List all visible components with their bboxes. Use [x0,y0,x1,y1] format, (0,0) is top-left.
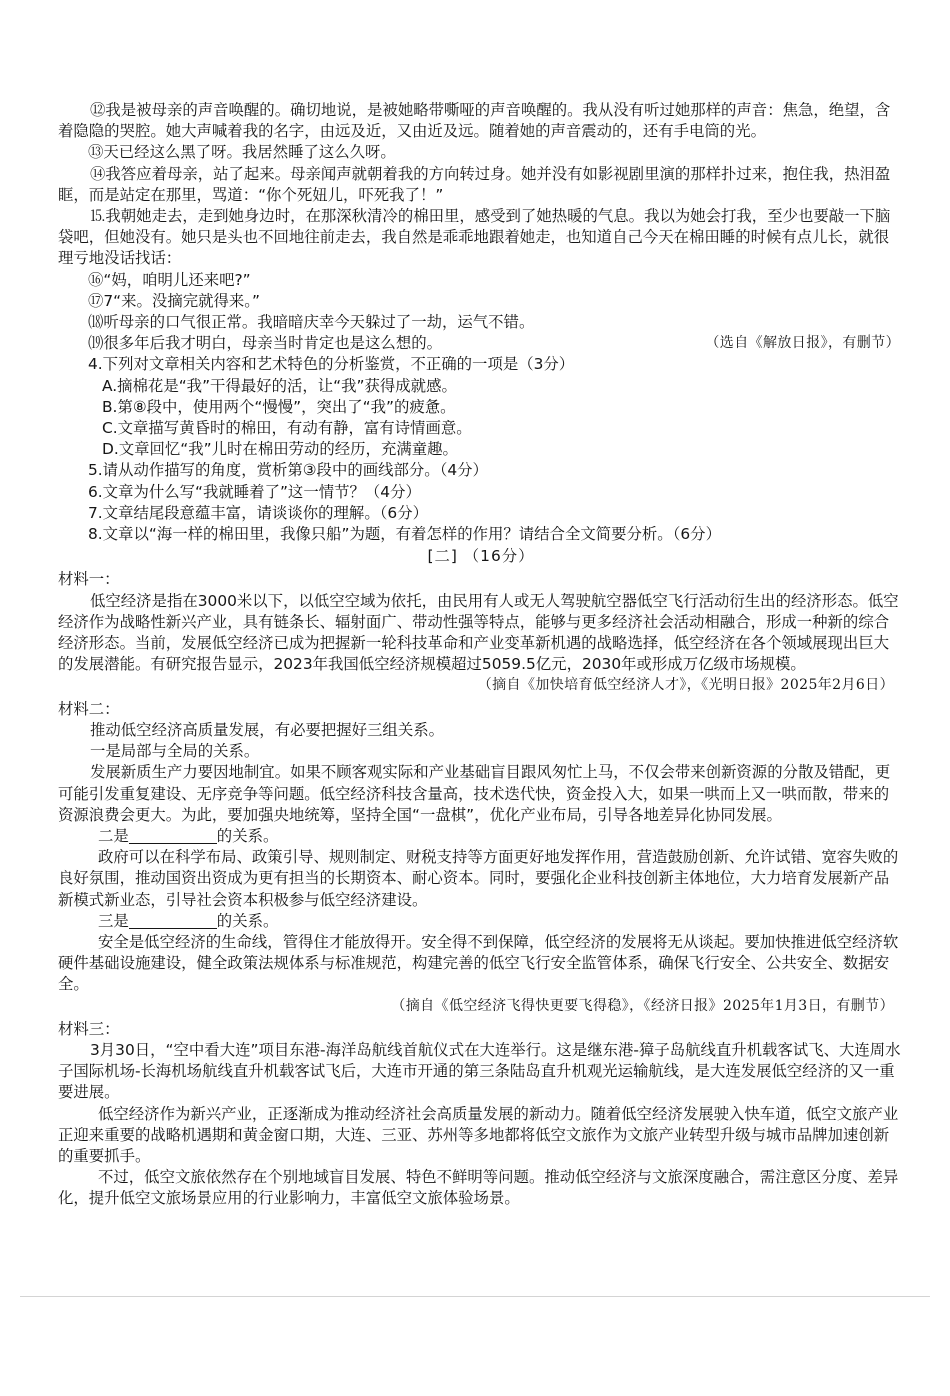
material-2-paragraph-7: 安全是低空经济的生命线，管得住才能放得开。安全得不到保障，低空经济的发展将无从谈起。要加快推进低空经济软硬件基础设施建设，健全政策法规体系与标准规范，构建完善的低空飞行安全监管体系，确保飞行安全、公共安全、数据安全。 [58,932,899,994]
story-paragraph-12: ⑫我是被母亲的声音唤醒的。确切地说，是被她略带嘶哑的声音唤醒的。我从没有听过她那样的声音：焦急，绝望，含着隐隐的哭腔。她大声喊着我的名字，由远及近，又由近及远。随着她的声音震动的，还有手电筒的光。 [58,101,891,141]
question-4-option-b: B.第⑧段中，使用两个“慢慢”，突出了“我”的疲惫。 [102,397,456,416]
material-2-paragraph-5: 政府可以在科学布局、政策引导、规则制定、财税支持等方面更好地发挥作用，营造鼓励创新、允许试错、宽容失败的良好氛围，推动国资出资成为更有担当的长期资本、耐心资本。同时，要强化企业科技创新主体地位，大力培育发展新产品新模式新业态，引导社会资本积极参与低空经济建设。 [58,848,899,909]
material-1-label: 材料一： [58,570,120,589]
material-3-paragraph-1: 3月30日，“空中看大连”项目东港-海洋岛航线首航仪式在大连举行。这是继东港-獐子岛航线直升机载客试飞、大连周水子国际机场-长海机场航线直升机载客试飞后，大连市开通的第三条陆岛直升机观光运输航线，是大连发展低空经济的又一重要进展。 [58,1040,901,1102]
material-3-label: 材料三： [58,1019,120,1038]
material-2-label: 材料二： [58,699,120,718]
question-4: 4.下列对文章相关内容和艺术特色的分析鉴赏，不正确的一项是（3分） [88,355,575,374]
section-2-heading: [二] （16分） [427,547,535,566]
question-4-option-c: C.文章描写黄昏时的棉田，有动有静，富有诗情画意。 [102,419,472,438]
relation-two-prefix: 二是 [98,826,129,845]
material-2-paragraph-2: 一是局部与全局的关系。 [90,742,260,761]
story-paragraph-15: ⒖我朝她走去，走到她身边时，在那深秋清冷的棉田里，感受到了她热暖的气息。我以为她会打我，至少也要敲一下脑袋吧，但她没有。她只是头也不回地往前走去，我自然是乖乖地跟着她走，也知道自己今天在棉田睡的时候有点儿长，就很理亏地没话找话： [58,207,891,268]
question-7: 7.文章结尾段意蕴丰富，请谈谈你的理解。（6分） [88,503,428,522]
material-1-source: （摘自《加快培育低空经济人才》，《光明日报》2025年2月6日） [477,677,894,694]
question-4-option-a: A.摘棉花是“我”干得最好的活，让“我”获得成就感。 [102,376,457,395]
relation-three-prefix: 三是 [98,911,129,930]
material-2-source: （摘自《低空经济飞得快更要飞得稳》，《经济日报》2025年1月3日，有删节） [391,997,894,1014]
question-6: 6.文章为什么写“我就睡着了”这一情节？（4分） [88,482,421,501]
material-1-paragraph: 低空经济是指在3000米以下，以低空空域为依托，由民用有人或无人驾驶航空器低空飞行活动衍生出的经济形态。低空经济作为战略性新兴产业，具有链条长、辐射面广、带动性强等特点，能够与更多经济社会活动相融合，形成一种新的综合经济形态。当前，发展低空经济已成为把握新一轮科技革命和产业变革新机遇的战略选择，低空经济在各个领域展现出巨大的发展潜能。有研究报告显示，2023年我国低空经济规模超过5059.5亿元，2030年或形成万亿级市场规模。 [58,591,899,674]
story-last-row [58,333,904,354]
material-2-paragraph-4 [58,826,904,847]
page-bottom-divider [20,1296,930,1297]
story-source: （选自《解放日报》，有删节） [705,335,900,352]
material-2-paragraph-6 [58,911,904,932]
question-5: 5.请从动作描写的角度，赏析第③段中的画线部分。（4分） [88,461,488,480]
relation-two-suffix: 的关系。 [216,826,279,845]
relation-three-suffix: 的关系。 [216,911,279,930]
question-4-option-d: D.文章回忆“我”儿时在棉田劳动的经历，充满童趣。 [102,440,458,459]
material-2-paragraph-1: 推动低空经济高质量发展，有必要把握好三组关系。 [90,720,444,739]
page-content [58,100,904,1210]
fill-in-blank-1[interactable] [129,829,217,844]
story-paragraph-13: ⑬天已经这么黑了呀。我居然睡了这么久呀。 [88,143,396,162]
question-8: 8.文章以“海一样的棉田里，我像只船”为题，有着怎样的作用？请结合全文简要分析。（6分） [88,525,721,544]
story-paragraph-17: ⑰7“来。没摘完就得来。” [88,291,260,310]
story-paragraph-16: ⑯“妈，咱明儿还来吧?” [88,270,251,289]
fill-in-blank-2[interactable] [129,914,217,929]
story-paragraph-19: ⒆很多年后我才明白，母亲当时肯定也是这么想的。 [88,334,442,353]
material-3-paragraph-3: 不过，低空文旅依然存在个别地域盲目发展、特色不鲜明等问题。推动低空经济与文旅深度融合，需注意区分度、差异化，提升低空文旅场景应用的行业影响力，丰富低空文旅体验场景。 [58,1168,899,1208]
story-paragraph-14: ⑭我答应着母亲，站了起来。母亲闻声就朝着我的方向转过身。她并没有如影视剧里演的那样扑过来，抱住我，热泪盈眶，而是站定在那里，骂道：“你个死妞儿，吓死我了！” [58,164,891,204]
story-paragraph-18: ⒅听母亲的口气很正常。我暗暗庆幸今天躲过了一劫，运气不错。 [88,313,535,332]
material-2-paragraph-3: 发展新质生产力要因地制宜。如果不顾客观实际和产业基础盲目跟风匆忙上马，不仅会带来创新资源的分散及错配，更可能引发重复建设、无序竞争等问题。低空经济科技含量高，技术迭代快，资金投入大，如果一哄而上又一哄而散，带来的资源浪费会更大。为此，要加强央地统筹，坚持全国“一盘棋”，优化产业布局，引导各地差异化协同发展。 [58,763,891,824]
material-3-paragraph-2: 低空经济作为新兴产业，正逐渐成为推动经济社会高质量发展的新动力。随着低空经济发展驶入快车道，低空文旅产业正迎来重要的战略机遇期和黄金窗口期，大连、三亚、苏州等多地都将低空文旅作为文旅产业转型升级与城市品牌加速创新的重要抓手。 [58,1104,899,1165]
